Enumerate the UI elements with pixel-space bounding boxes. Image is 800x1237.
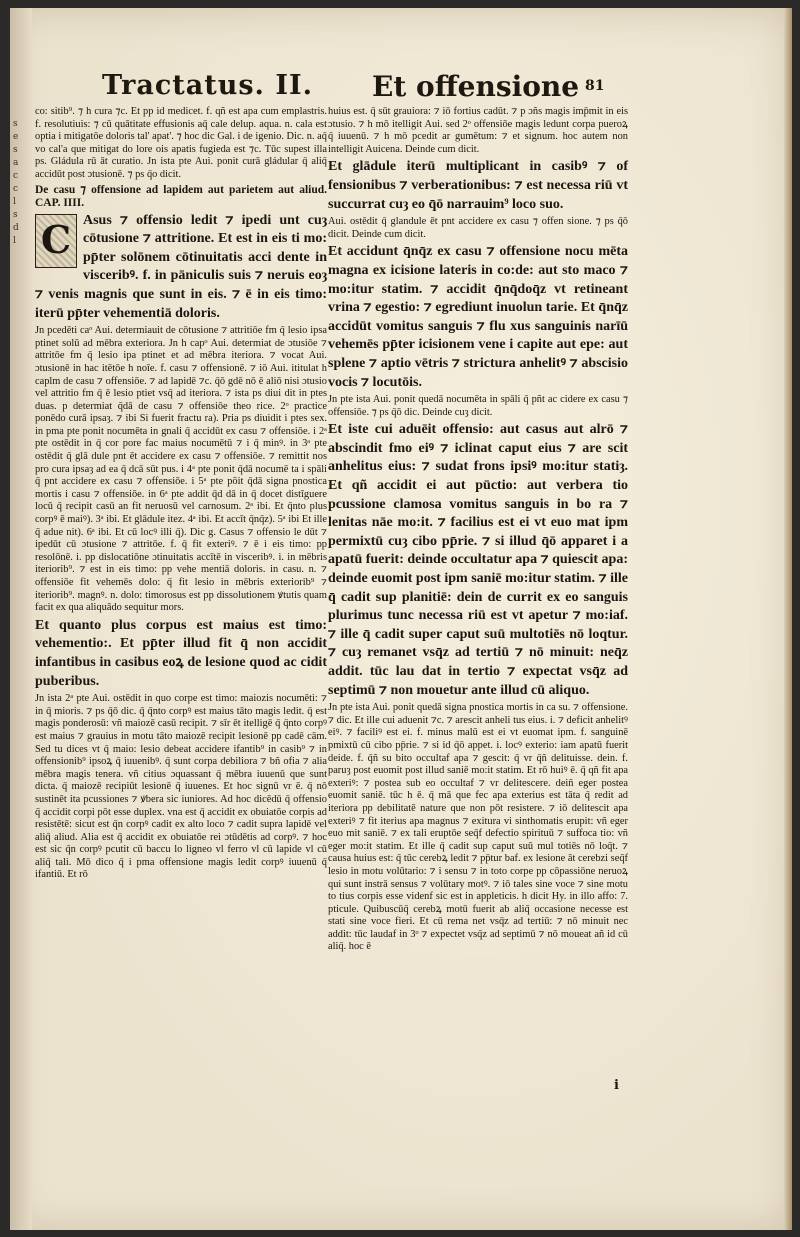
page-edge (784, 8, 792, 1230)
gutter-mark: l (13, 236, 16, 246)
commentary-paragraph: Jn pte ista Aui. ponit quedā signa pnostica mortis in ca su. ⁊ offensione. ⁊ dic. Et ille cui aduenit ⁊c. ⁊ arescit anheli tus eius. i. ⁊ deficit anhelitꝰ eiꝰ. ⁊ faciliꝰ est ei. f. minus malū est ei vt euomat ipm. f. sanguinē pmixtū cū cibo pp̄rie. ⁊ si id q̄ō appet. i. locꝰ exterio: iam apatū fuerit deide. f. q̄ñ su bito occultaf apa ⁊ gescit: q̄ vr q̄ñ delituisse. dein. f. paruȝ post euomit post illud saniē mo:it statim. Et rō huiꝰ ē. q̄ qñ fit apa exteriꝰ: ⁊ postea sub eo occultaf ⁊ vr delitescere. deiñ eger postea euomit saniē. tūc h ē. q̄ mā que fec apa exterius est tāta q̄ redit ad iteriora pp debilitatē nature que non pōt resistere. ⁊ iō delitescit apa exteriꝰ ⁊ fit iterius apa magnus ⁊ exitura vi sinthomatis erupit: vñ eger euo mit saniē. ⁊ ex tali eruptōe seq̄f defectio spirituū ⁊ suffoca tio: vñ eger mo:it statim. Et ille q̄ cadit sup caput suū mul totiēs nō loq̄t. ⁊ causa huius est: q̄ tūc cerebꝝ ledit ⁊ pp̄tur baf. ex lesione āt cerebzi seq̄f lesio in motu volūtario: ⁊ i sensu ⁊ in toto corpe pp cōpassiōne neruoꝝ qui sunt instrā sensus ⁊ volūtary motꝰ. ⁊ iō tales sine voce ⁊ sine motu to tius corpis esse videnf sic est in appleticis. h dicit Hy. in illo affo: 7. pticule. Quibuscūq̄ cerebꝝ motū fuerit ab aliq̄ occasione necesse est stati sine voce fieri. Et cū rema net vsq̄z ad tertiū: ⁊ nō minuit nec addit: tūc laudaf in 3ᵒ ⁊ expectet vsq̄z ad septimū ⁊ nō moueat añ id cū aliq̄. hoc ē (328, 702, 628, 953)
chapter-heading (35, 184, 327, 210)
running-header-left: Tractatus. II. (102, 70, 314, 101)
folio-number: 81 (585, 78, 605, 94)
gutter-mark: a (13, 158, 19, 168)
text-paragraph: Et iste cui aduēit offensio: aut casus aut alrō ⁊ abscindit fmo eiꝰ ⁊ iclinat caput eius ⁊ are scit anhelitus eius: ⁊ sudat frons ipsiꝰ mo:itur statiȝ. Et qñ accidit ei aut pūctio: aut verbera tio pcussione clamosa vomitus sanguis in bo ra ⁊ lenitas nāe mo:it. ⁊ facilius est ei vt euo mat ipm permixtū cuȝ cibo pp̄rie. ⁊ si illud q̄ō apparet i a apatū fuerit: deinde occultatur apa ⁊ quiescit apa: deinde euomit post ipm saniē mo:itur statim. ⁊ ille q̄ cadit sup planitiē: dein de currit ex eo sanguis plurimus tunc necessa riū est vt apetur ⁊ mo:iaf. ⁊ ille q̄ cadit super caput suū multotiēs nō loqtur. ⁊ cuȝ remanet vsq̄z ad tertiū ⁊ nō minuit: neq̄z addit. tūc lau dat in tertio ⁊ expectat vsq̄z ad septimū ⁊ non mouetur ante illud cū aliquo. (328, 422, 628, 698)
text-paragraph: Et accidunt q̄nq̄z ex casu ⁊ offensione nocu mēta magna ex icisione lateris in co:de: aut sto maco ⁊ mo:itur statim. ⁊ accidit q̄nq̄doq̄z vt retineant vrina ⁊ egestio: ⁊ egrediunt inuolun tarie. Et q̄nq̄z accidūt vomitus sanguis ⁊ flu xus sanguinis narīū vehemēs pp̄ter icisionem vene i capite aut epe: aut splene ⁊ aptio vētris ⁊ strictura anhelitꝰ ⁊ abscisio vocis ⁊ locutōis. (328, 244, 628, 390)
commentary-paragraph: Aui. ostēdit q̄ glandule ēt pnt accidere ex casu ⁊ offen sione. ⁊ ps q̄ō dicit. Deinde cum dicit. (328, 216, 628, 240)
right-column (328, 106, 628, 956)
left-column (35, 106, 327, 884)
book-page (10, 8, 792, 1230)
gutter-mark: c (13, 171, 19, 181)
chapter-title: De casu ⁊ offensione ad lapidem aut parietem aut aliud. (35, 183, 327, 196)
commentary-paragraph: Jn pte ista Aui. ponit quedā nocumēta in spāli q̄ pñt ac cidere ex casu ⁊ offensiōe. ⁊ ps q̄ō dic. Deinde cuȝ dicit. (328, 394, 628, 418)
gutter-mark: s (13, 119, 18, 129)
drop-capital: C (35, 214, 77, 268)
text-paragraph: Et quanto plus corpus est maius est timo: vehementio:. Et pp̄ter illud fit q̄ non accidit infantibus in casibus eoꝝ de lesione quod ac cidit puberibus. (35, 617, 327, 689)
text-paragraph: Et glādule iterū multiplicant in casibꝰ ⁊ of fensionibus ⁊ verberationibus: ⁊ est necessa riū vt succurrat cuȝ eo q̄ō narrauim⁹ loco suo. (328, 159, 628, 212)
gutter-mark: s (13, 210, 18, 220)
gutter-mark: d (13, 223, 19, 233)
gutter-mark: e (13, 132, 19, 142)
gutter-marks (13, 118, 27, 248)
commentary-paragraph: co: sitib⁹. ⁊ h cura ⁊c. Et pp id medicet. f. qñ est apa cum emplastris. f. resolutiuis: ⁊ cū quātitate effusionis aq̄ cale delup. aqua. n. cala est optia i mitigatōe doloris tal' apat'. ⁊ hoc dic Gal. i de igenio. Dic. n. aq̄ vo cal'a que mitigat do lore ois apatis fugieda est ⁊c. Tūc supest illa ps. Gládula rū āt curatio. Jn ista pte Aui. ponit curā gládular q̄ aliq̄ accidūt post ɔtusionē. ⁊ ps q̄o dicit. (35, 106, 327, 180)
signature-mark: i (614, 1078, 619, 1093)
commentary-paragraph: Jn ista 2ᵃ pte Aui. ostēdit in quo corpe est timo: maiozis nocumēti: ⁊ in q̄ mioris. ⁊ ps q̄ō dic. q̄ q̄nto corpꝰ est maius tāto magis ledit. q̄ est magis ponderosū: vñ maiozē casū recipit. ⁊ sīr ēt itelligē q̄ q̄nto corpꝰ est maius ⁊ grauius in motu tāto maiozē recipit lesionē pp cadē cām. Sed tu dices vt q̄ maio: lesio debeat accidere ifantib⁹ in casib⁹ ⁊ in offensionib⁹ ipsoꝝ q̄ iuuenibꝰ. q̄ sunt corpa debiliora ⁊ bñ ofia ⁊ alia mēbra magis tenera. vñ citius ɔquassant q̄ mēbra iuuenū que sunt dicta. q̄ maiozē recipiūt lesionē q̄ iuuenes. Et hoc signū vr ē. q̄ nō sustinēt ita pcussiones ⁊ ꝟbera sic iuniores. Ad hoc dicēdū q̄ offensio q̄ accidit corpi pōt esse duplex. vna est q̄ accidit ex obuiatōe corpis ad resistētē: sicut est q̄n corpꝰ cadit ex alto loco ⁊ cadit supra lapidē vel aliq̄ aliud. Alia est q̄ accidit ex obuiatōe rei ɔtūdētis ad corpꝰ. ⁊ hoc est sic q̄n corpꝰ pcutit cū baccu lo ligneo vl ferro vl cū lapide vl cū aliq̄ tali. Mō dico q̄ i pma offensione magis ledit corpꝰ iuuenū q̄ ifantiū. Et rō (35, 693, 327, 881)
commentary-paragraph: Jn pcedēti caᵒ Aui. determiauit de cōtusione ⁊ attritiōe fm q̄ lesio ipsa ptinet solū ad mēbra exteriora. Jn h capᵒ Aui. determiat de ɔtusiōe ⁊ attritōe fm q̄ lesio ipa ptinet et ad mēbra iteriora. ⁊ vocat Aui. ɔtusionē in hac itētōe h noīe. f. casu ⁊ offensionē. ⁊ iō Aui. ititulat h caplm de casu ⁊ offensiōe. ⁊ ad lapidē ⁊c. q̄ō gdē nō ē aliō nisi ɔtusio vel attritio fm q̄ ē lesio ptiet vsq̄ ad iteriora. ⁊ ista ps diui dit in ptes duas. p determiat q̄dā de casu ⁊ offensiōe theo rice. 2ᵒ practice ponēdo curā ipsaȝ. ⁊ ibi Si fuerit fractu ra). Pria ps diuidit i ptes sex. in pma pte ponit nocumēta in gnali q̄ accidūt ex casu ⁊ offensiōe. i 2ᵃ pte ostēdit in q̄ cor pore fac maius nocumētū ⁊ i q̄ minꝰ. in 3ᵃ pte ostēdit q̄ glā dule pnt ēt accidere ex casu ⁊ offensiōe. ⁊ remittit nos pro cura ipsaȝ ad ea q̄ dcā sūt pus. i 4ᵃ pte ponit q̄dā nocumē ta i spāli q̄ pnt accidere ex casu ⁊ offensiōe. i 5ᵃ pte põit q̄dā signa pnostica mortis i casu ⁊ offensiōe. in 6ᵃ pte addit q̄d dā in q̄ docet distīguere locū q̄ recipit casū an fit neruosū vel carnosum. 2ᵃ ibi. Et q̄nto plus corpꝰ ē maiꝰ). 3ᵃ ibi. Et glādule itez. 4ᵃ ibi. Et accīt q̄nq̄z). 5ᵃ ibi Et ille q̄ adue nit). 6ᵃ ibi. Et cū locꝰ illi q̄). Dic g. Casus ⁊ offensio le dūt ⁊ ipedūt cū ɔtusione ⁊ attritōe. f. q̄ fit exteriꝰ. ⁊ ē i eis timo: pp resolōnē. i. pp dislocatiōne ɔtinuitatis accītē in visceribꝰ. i. in mēbris iteriorib⁹. ⁊ est in eis timo: pp vehe mentiā doloris. in casu. n. ⁊ offensiōe fit vehemēs dolo: q̄ fit lesio in mēbris exteriorib⁹ ⁊ iteriorib⁹. magnꝰ. n. dolo: timorosus est pp dissolutionem ꝟtutis quam facit ex qua aliquādo sequitur mors. (35, 325, 327, 614)
gutter-mark: l (13, 197, 16, 207)
gutter-mark: s (13, 145, 18, 155)
commentary-paragraph: huius est. q̄ sūt grauiora: ⁊ iō fortius cadūt. ⁊ p ɔñs magis imp̄mit in eis ɔtusio. ⁊ h mō itelligit Aui. sed 2ᵒ offensiōe magis ledunt corpa pueroꝝ q̄ iuuenū. ⁊ h mō pcedit ar gumētum: ⁊ et signum. hoc autem non intelligit Auicena. Deinde cum dicit. (328, 106, 628, 155)
gutter-mark: c (13, 184, 19, 194)
chapter-number: CAP. IIII. (35, 196, 85, 209)
text-body: Asus ⁊ offensio ledit ⁊ ipedi unt cuȝ cōtusione ⁊ attritione. Et est in eis ti mo: pp̄ter solōnem cōtinuitatis acci dente in visceribꝰ. f. in pāniculis suis ⁊ neruis eoȝ ⁊ venis magnis que sunt in eis. ⁊ ē in eis timo: iterū pp̄ter vehementiā doloris. (35, 212, 327, 321)
text-paragraph (35, 212, 327, 324)
running-header-right: Et offensione (372, 70, 580, 103)
